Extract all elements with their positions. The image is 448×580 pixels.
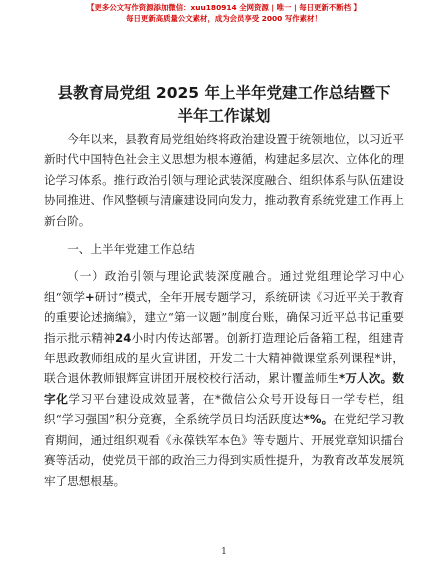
para-text-g: 学习平台建设成效显著，在*微信公众号开设每日一学专栏，组织“学习强国”积分竞赛，全系统学员日均活跃度达: [44, 391, 404, 427]
document-title-line-2: 半年工作谋划: [177, 107, 271, 125]
page-number: 1: [221, 547, 227, 557]
document-title-line-1: 县教育局党组 2025 年上半年党建工作总结暨下: [57, 84, 391, 102]
document-title: [40, 82, 408, 128]
para-text-a: （一）政治引领与理论武装深度融合。通过党组理论学习中心组“领学: [44, 269, 404, 304]
para-text-c: 研讨”模式，全年开展专题学习，系统研读《习近平关于教育的重要论述摘编》，建立“第一议题”制度台账，确保习近平总书记重要指示批示精神: [44, 289, 404, 345]
para-text-f: *万人次。数字化: [44, 371, 404, 406]
promo-banner-line-2: 每日更新高质量公文素材，成为会员享受 2000 写作素材！: [126, 14, 322, 23]
para-text-e: 小时内传达部署。创新打造理论后备箱工程，组建青年思政教师组成的星火宣讲团，开发二十大精神微课堂系列课程*讲，联合退休教师银辉宣讲团开展校校行活动，累计覆盖师生: [44, 330, 404, 386]
para-text-h: *%。: [303, 412, 334, 427]
para-text-24: 24: [115, 330, 132, 345]
para-text-plus: +: [85, 289, 95, 304]
section-heading: 一、上半年党建工作总结: [67, 242, 195, 257]
promo-banner-line-1: 【更多公文写作资源添加微信：xuu180914 全网资源 | 唯一 | 每日更新不断档 】: [87, 3, 361, 12]
intro-paragraph: 今年以来，县教育局党组始终将政治建设置于统领地位，以习近平新时代中国特色社会主义思想为根本遵循，构建起多层次、立体化的理论学习体系。推行政治引领与理论武装深度融合、组织体系与队伍建设协同推进、作风整顿与清廉建设同向发力，推动教育系统党建工作再上新台阶。: [44, 132, 404, 228]
para-text-i: 在党纪学习教育期间，通过组织观看《永葆铁军本色》等专题片、开展党章知识擂台赛等活动，使党员干部的政治三力得到实质性提升，为教育改革发展筑牢了思想根基。: [44, 412, 404, 488]
promo-banner: [0, 2, 448, 24]
section-paragraph: [44, 266, 404, 490]
document-body: [44, 129, 404, 491]
